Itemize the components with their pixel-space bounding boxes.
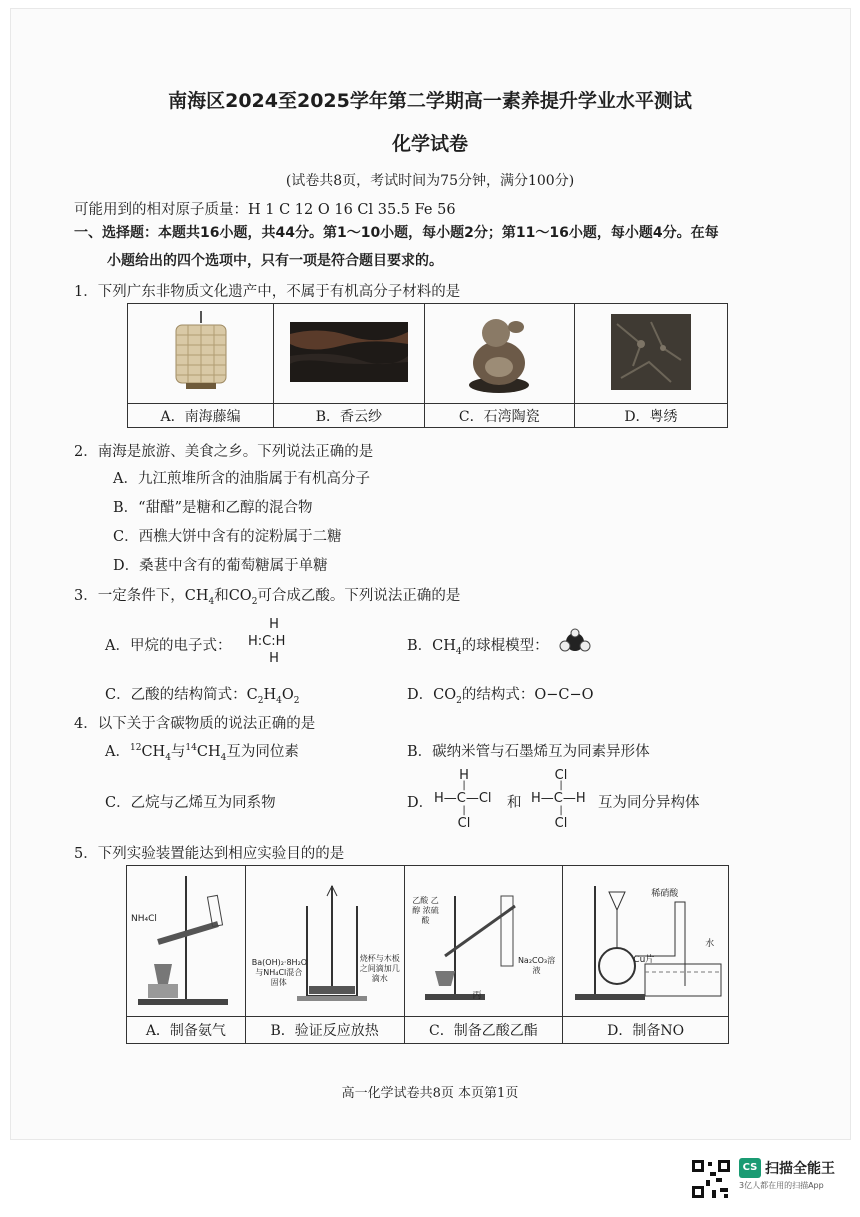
- q4-s2-row: H—C—H: [531, 791, 586, 806]
- q3-a-bottom-h: H: [269, 651, 279, 666]
- q4-s2-vbond-top: |: [559, 780, 563, 791]
- q1-option-c: C．石湾陶瓷: [424, 404, 574, 428]
- exam-title: 南海区2024至2025学年第二学期高一素养提升学业水平测试: [168, 90, 692, 112]
- q5-option-a: A．制备氨气: [127, 1017, 246, 1044]
- q5-b-left-label: Ba(OH)₂·8H₂O与NH₄Cl混合固体: [251, 958, 308, 987]
- q5-option-c: C．制备乙酸乙酯: [404, 1017, 563, 1044]
- exam-subject: 化学试卷: [391, 133, 468, 155]
- cs-logo-icon: CS: [739, 1158, 761, 1178]
- scanner-brand: [739, 1158, 835, 1191]
- ammonia-apparatus-image: [128, 866, 244, 1012]
- q4-s1-top: H: [459, 768, 469, 783]
- q1-options-table: [127, 303, 728, 428]
- bleed-through: ﾠ: [790, 88, 802, 102]
- atomic-masses: 可能用到的相对原子质量：H 1 C 12 O 16 Cl 35.5 Fe 56: [74, 202, 456, 218]
- q4-stem: 4．以下关于含碳物质的说法正确的是: [74, 716, 316, 732]
- q2-option-b: B．“甜醋”是糖和乙醇的混合物: [113, 500, 313, 516]
- q1-stem: 1．下列广东非物质文化遗产中，不属于有机高分子材料的是: [74, 284, 461, 300]
- q4-s1-row: H—C—Cl: [434, 791, 492, 806]
- page-footer: 高一化学试卷共8页 本页第1页: [341, 1086, 519, 1101]
- q5-d-cu-label: Cu片: [633, 955, 655, 965]
- q4-s2-top: Cl: [554, 768, 568, 783]
- ceramic-figure-image: [456, 309, 542, 395]
- q4-s1-bottom: Cl: [457, 816, 471, 831]
- brand-name: 扫描全能王: [765, 1161, 835, 1177]
- q4-option-b: B．碳纳米管与石墨烯互为同素异形体: [407, 744, 650, 760]
- q1-option-b: B．香云纱: [274, 404, 425, 428]
- section-heading-cont: 小题给出的四个选项中，只有一项是符合题目要求的。: [107, 253, 443, 269]
- q3-stem: 3．一定条件下，$CH_4$和$CO_2$可合成乙酸。下列说法正确的是: [74, 588, 461, 607]
- q3-option-b: B．$CH_4$的球棍模型：: [407, 638, 549, 657]
- embroidery-image: [611, 314, 691, 390]
- q4-s2-bottom: Cl: [554, 816, 568, 831]
- rattan-lantern-image: [166, 311, 236, 393]
- q1-image-b: [274, 304, 425, 404]
- q2-option-a: A．九江煎堆所含的油脂属于有机高分子: [113, 471, 370, 487]
- q5-b-right-label: 烧杯与木板之间滴加几滴水: [359, 954, 400, 983]
- no-apparatus-image: [565, 866, 727, 1012]
- q1-option-a: A．南海藤编: [128, 404, 274, 428]
- q5-a-label: NH₄Cl: [131, 914, 157, 924]
- q1-image-c: [424, 304, 574, 404]
- q5-c-left-label: 乙酸 乙醇 浓硫酸: [412, 896, 439, 925]
- q5-c-right-label: Na₂CO₃溶液: [517, 956, 556, 975]
- q5-d-acid-label: 稀硝酸: [651, 889, 679, 899]
- q4-s1-vbond-bottom: |: [462, 805, 466, 816]
- q1-image-a: [128, 304, 274, 404]
- q1-option-d: D．粤绣: [574, 404, 727, 428]
- q4-d-post: 互为同分异构体: [598, 795, 700, 811]
- q3-a-top-h: H: [269, 617, 279, 632]
- silk-fabric-image: [290, 322, 408, 382]
- q3-a-electron-formula: H:C:H: [248, 634, 286, 649]
- q4-option-a: A．$^{12}CH_4$与$^{14}CH_4$互为同位素: [105, 743, 299, 763]
- q4-s2-vbond-bottom: |: [559, 805, 563, 816]
- q5-option-d: D．制备NO: [563, 1017, 729, 1044]
- ball-stick-model-icon: [558, 628, 592, 656]
- ester-apparatus-image: [405, 866, 561, 1012]
- q1-image-d: [574, 304, 727, 404]
- q3-option-d: D．$CO_2$的结构式：O−C−O: [407, 687, 594, 706]
- exam-info: (试卷共8页，考试时间为75分钟，满分100分): [285, 173, 575, 189]
- q5-d-water-label: 水: [705, 939, 715, 949]
- q5-apparatus-c: [404, 866, 563, 1017]
- q3-option-a: A．甲烷的电子式：: [105, 638, 232, 654]
- section-heading: 一、选择题：本题共16小题，共44分。第1～10小题，每小题2分；第11～16小题，每小题4分。在每: [74, 225, 719, 241]
- q2-option-d: D．桑葚中含有的葡萄糖属于单糖: [113, 558, 328, 574]
- q5-options-table: [126, 865, 729, 1044]
- q5-option-b: B．验证反应放热: [245, 1017, 404, 1044]
- q3-option-c: C．乙酸的结构简式：$C_2H_4O_2$: [105, 687, 300, 706]
- q5-stem: 5．下列实验装置能达到相应实验目的的是: [74, 846, 345, 862]
- q2-stem: 2．南海是旅游、美食之乡。下列说法正确的是: [74, 444, 374, 460]
- beaker-apparatus-image: [247, 866, 403, 1012]
- brand-tagline: 3亿人都在用的扫描App: [739, 1181, 824, 1190]
- q5-apparatus-b: [245, 866, 404, 1017]
- q5-apparatus-d: [563, 866, 729, 1017]
- q5-c-bottom-label: 丙: [472, 991, 482, 1001]
- q4-option-d-label: D．: [407, 795, 434, 811]
- qr-code-icon: [690, 1158, 732, 1200]
- q2-option-c: C．西樵大饼中含有的淀粉属于二糖: [113, 529, 342, 545]
- q5-apparatus-a: [127, 866, 246, 1017]
- q4-d-and: 和: [507, 795, 522, 811]
- q4-s1-vbond-top: |: [462, 780, 466, 791]
- q4-option-c: C．乙烷与乙烯互为同系物: [105, 795, 276, 811]
